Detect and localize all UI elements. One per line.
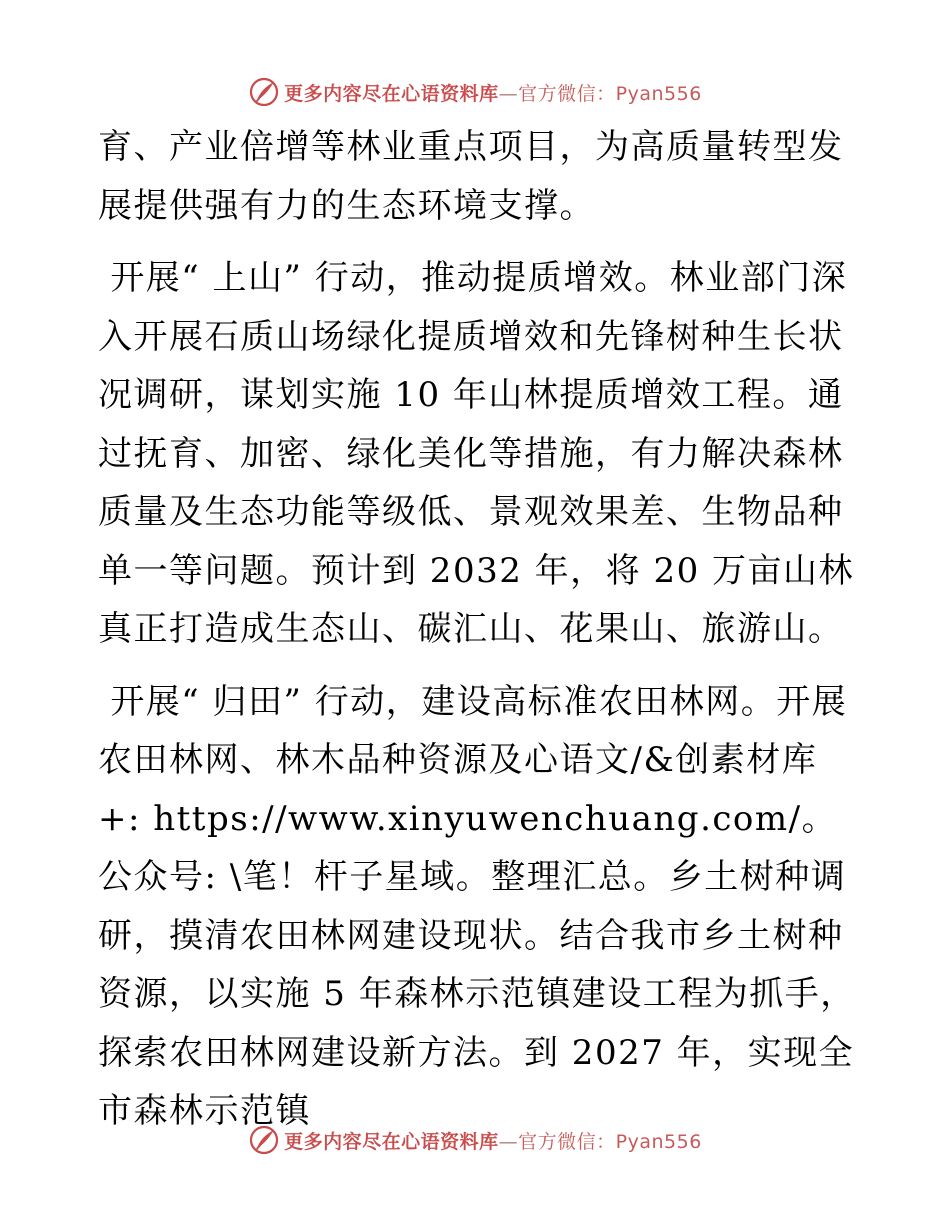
paragraph-shangshan-action: 开展“ 上山” 行动，推动提质增效。林业部门深入开展石质山场绿化提质增效和先锋树种生长状况调研，谋划实施 10 年山林提质增效工程。通过抚育、加密、绿化美化等措施，有力解决森林质量及生态功能等级低、景观效果差、生物品种单一等问题。预计到 2032 年，将 20 万亩山林真正打造成生态山、碳汇山、花果山、旅游山。 xyxy=(98,258,855,649)
feather-quill-logo-icon xyxy=(248,76,280,108)
paragraph-guitian-action: 开展“ 归田” 行动，建设高标准农田林网。开展农田林网、林木品种资源及心语文/&创素材库+: https://www.xinyuwenchuang.com/。公众号: \笔！杆子星域。整理汇总。乡土树种调研，摸清农田林网建设现状。结合我市乡土树种资源，以实施 5 年森林示范镇建设工程为抓手，探索农田林网建设新方法。到 2027 年，实现全市森林示范镇 xyxy=(98,681,856,1131)
header-brand: 更多内容尽在心语资料库 xyxy=(284,82,499,105)
header-contact: 官方微信：Pyan556 xyxy=(518,82,702,105)
header-separator: — xyxy=(498,82,519,105)
footer-contact: 官方微信：Pyan556 xyxy=(518,1130,702,1153)
header-banner-text xyxy=(284,79,702,106)
paragraph-continuation: 育、产业倍增等林业重点项目，为高质量转型发展提供强有力的生态环境支撑。 xyxy=(98,127,844,226)
feather-quill-logo-icon xyxy=(248,1124,280,1156)
footer-separator: — xyxy=(498,1130,519,1153)
footer-banner-text xyxy=(284,1127,702,1154)
header-watermark xyxy=(0,72,950,112)
document-body xyxy=(98,118,858,1141)
footer-watermark xyxy=(0,1120,950,1160)
footer-brand: 更多内容尽在心语资料库 xyxy=(284,1130,499,1153)
